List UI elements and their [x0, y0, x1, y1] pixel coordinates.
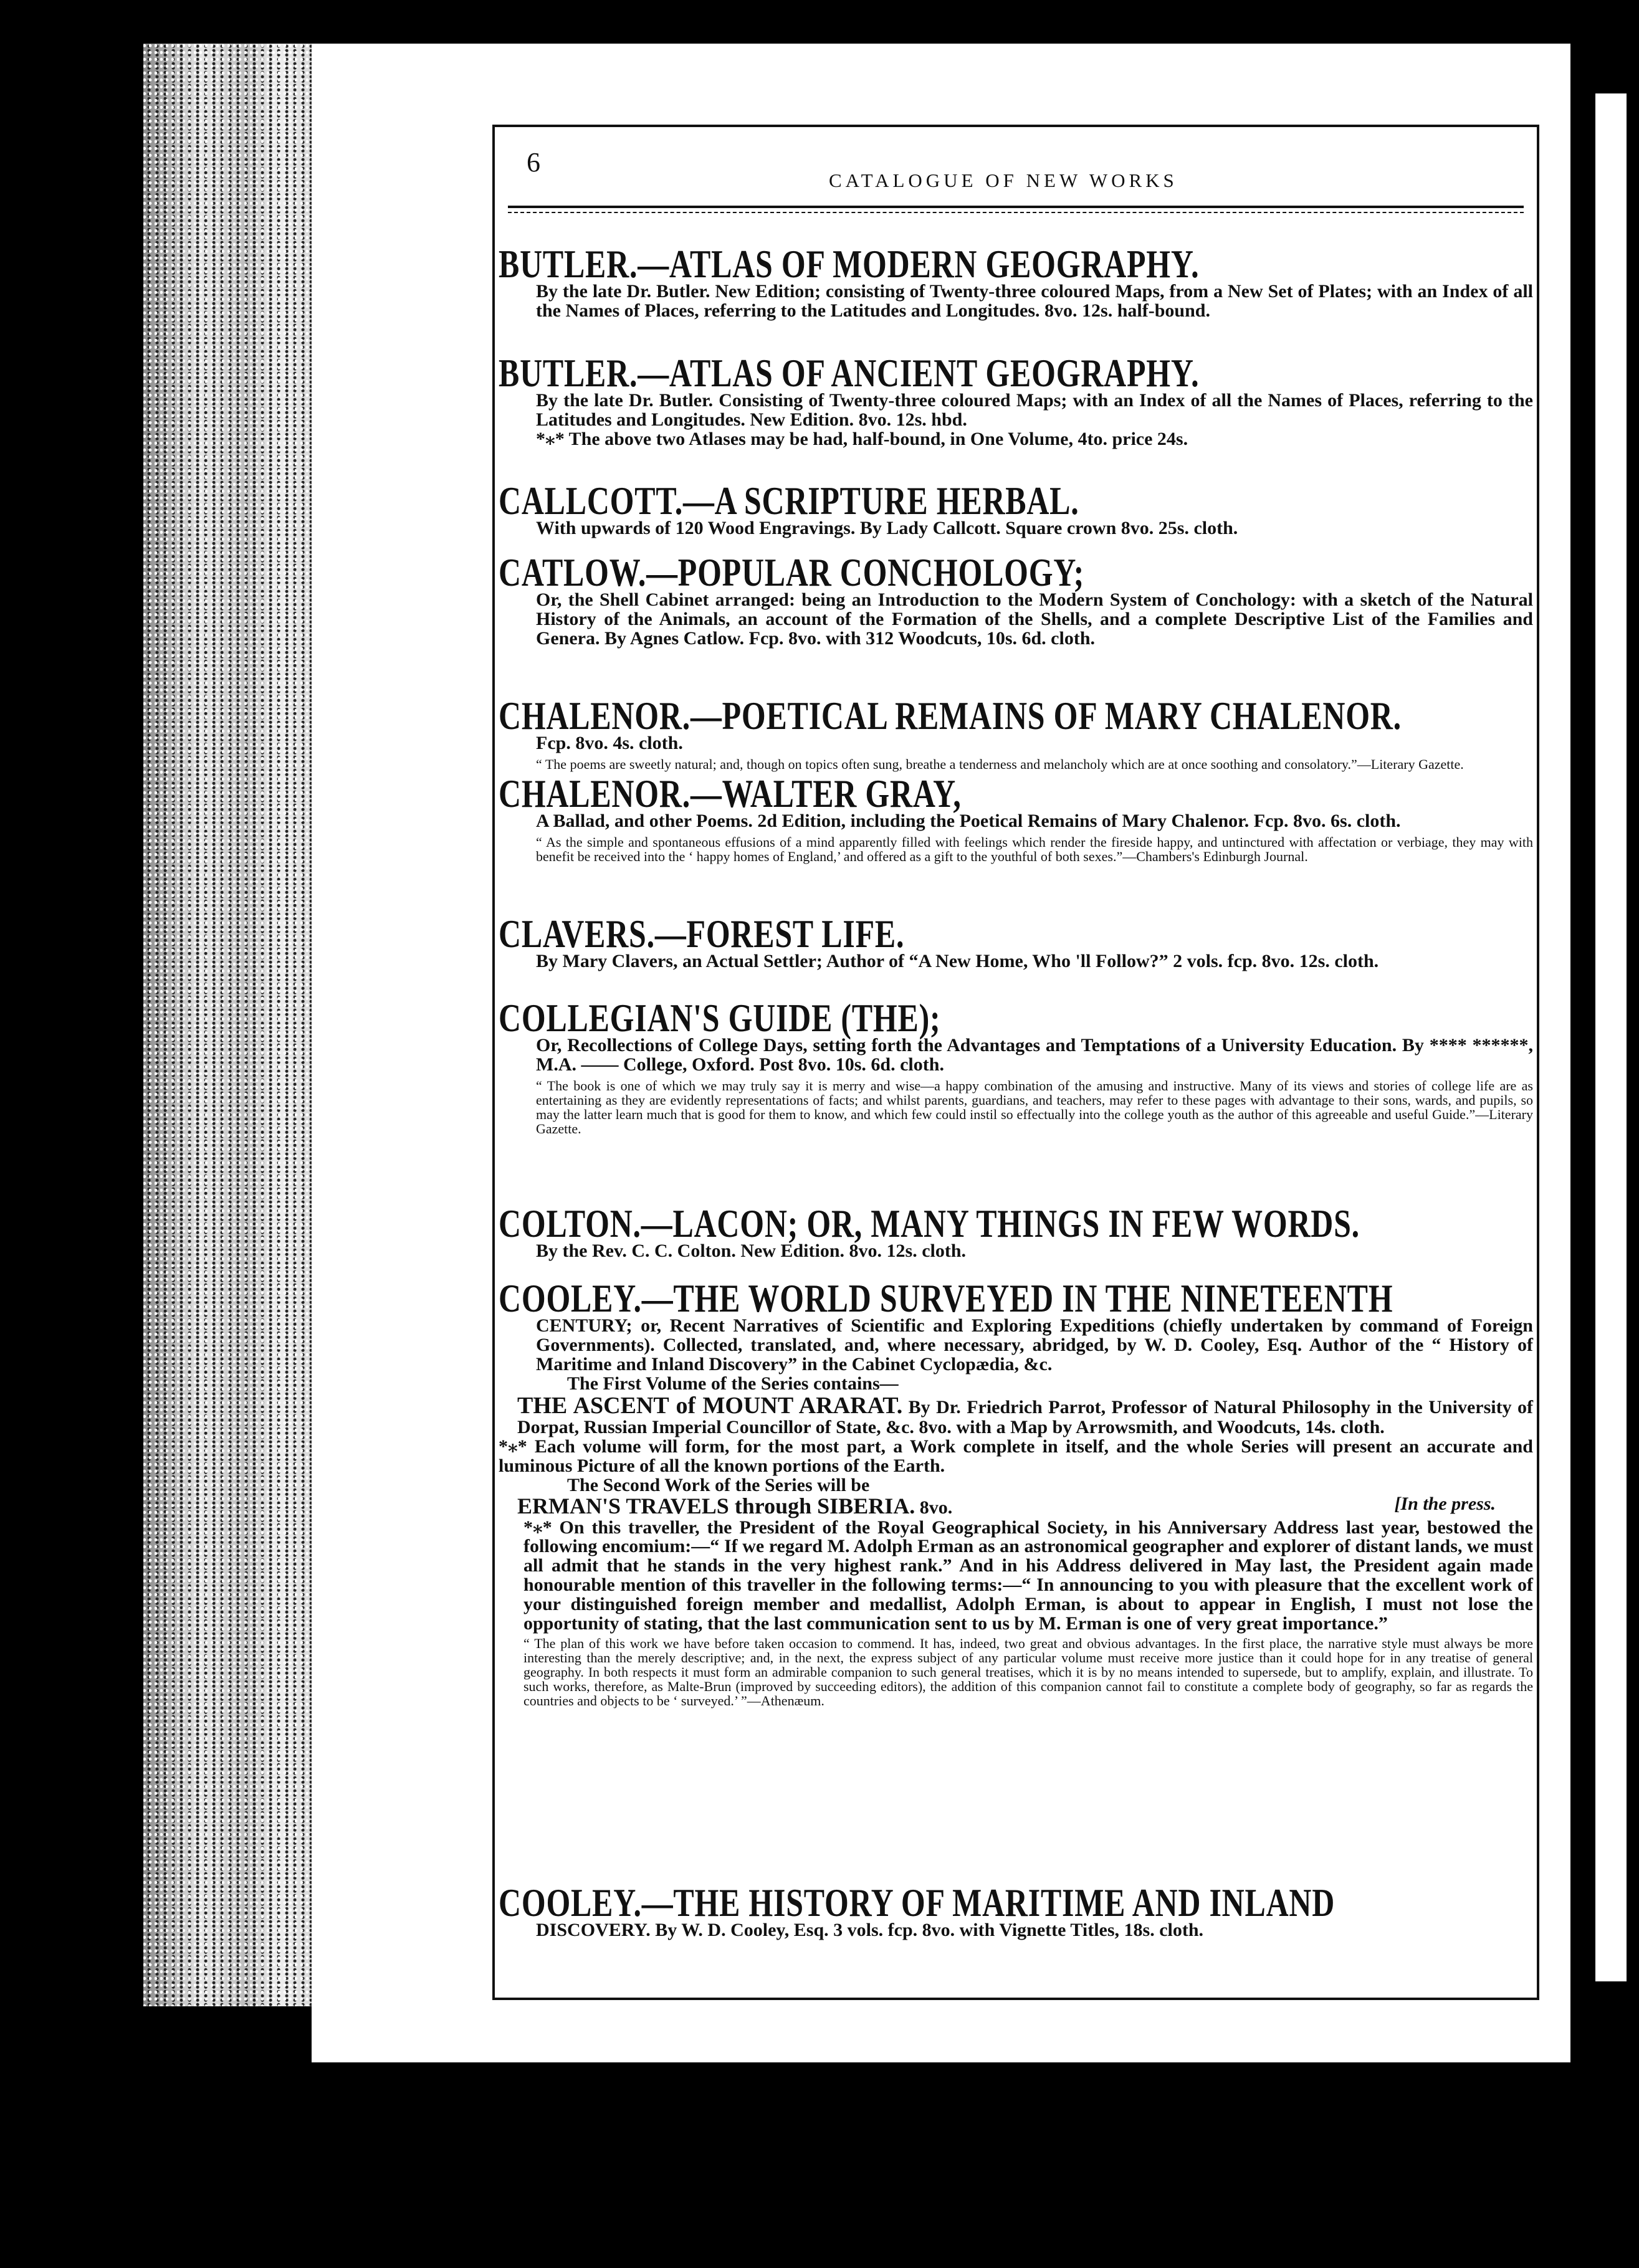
- sub-work-body: By Dr. Friedrich Parrot, Professor of Natural Philosophy in the University of Dorpat, Russian Imperial Councillor of State, &c. 8vo. with a Map by Arrowsmith, and Woodcuts, 14s. cloth.: [517, 1396, 1533, 1437]
- entry-heading: COLLEGIAN'S GUIDE (THE);: [499, 996, 941, 1040]
- erman-title: ERMAN'S TRAVELS through SIBERIA.: [517, 1494, 915, 1519]
- entry-cooley-world-surveyed: [499, 1277, 1533, 1708]
- entry-heading: COOLEY.—THE WORLD SURVEYED IN THE NINETEENTH: [499, 1276, 1393, 1320]
- entry-body: Or, the Shell Cabinet arranged: being an Introduction to the Modern System of Conchology: with a sketch of the Natural History of the Animals, an account of the Formation of the Shells, and a complete Descriptive List of the Families and Genera. By Agnes Catlow. Fcp. 8vo. with 312 Woodcuts, 10s. 6d. cloth.: [536, 589, 1533, 649]
- entry-quote: “ The poems are sweetly natural; and, though on topics often sung, breathe a tenderness and melancholy which are at once soothing and consolatory.”—Literary Gazette.: [536, 756, 1464, 773]
- erman-body: *⁎* On this traveller, the President of the Royal Geographical Society, in his Anniversary Address last year, bestowed the following encomium:—“ If we regard M. Adolph Erman as an astronomical geographer and explorer of distant lands, we must all admit that he stands in the very highest rank.” And in his Address delivered in May last, the President again made honourable mention of this traveller in the following terms:—“ In announcing to you with pleasure that the excellent work of your distinguished foreign member and medallist, Adolph Erman, is about to appear in English, I must not lose the opportunity of stating, that the last communication sent to us by M. Erman is one of very great importance.”: [523, 1517, 1533, 1634]
- entry-body: A Ballad, and other Poems. 2d Edition, including the Poetical Remains of Mary Chalenor. Fcp. 8vo. 6s. cloth.: [536, 811, 1401, 832]
- catalogue-entries: [499, 224, 1533, 1994]
- entry-collegians-guide: [499, 997, 1533, 1136]
- entry-body: With upwards of 120 Wood Engravings. By Lady Callcott. Square crown 8vo. 25s. cloth.: [536, 518, 1238, 539]
- entry-colton: [499, 1203, 1533, 1261]
- entry-butler-modern: [499, 243, 1533, 321]
- erman-format: 8vo.: [919, 1497, 953, 1518]
- series-note: *⁎* Each volume will form, for the most part, a Work complete in itself, and the whole Series will present an accurate and luminous Picture of all the known portions of the Earth.: [499, 1436, 1533, 1476]
- entry-heading: CALLCOTT.—A SCRIPTURE HERBAL.: [499, 479, 1079, 523]
- entry-heading: CLAVERS.—FOREST LIFE.: [499, 912, 905, 956]
- entry-body: By the late Dr. Butler. New Edition; consisting of Twenty-three coloured Maps, from a New Set of Plates; with an Index of all the Names of Places, referring to the Latitudes and Longitudes. 8vo. 12s. half-bound.: [536, 281, 1533, 322]
- entry-body: By the Rev. C. C. Colton. New Edition. 8vo. 12s. cloth.: [536, 1241, 967, 1262]
- entry-note: *⁎* The above two Atlases may be had, half-bound, in One Volume, 4to. price 24s.: [536, 428, 1188, 449]
- book-page-edges: [143, 44, 312, 2006]
- entry-cooley-history: [499, 1882, 1533, 1940]
- entry-catlow: [499, 551, 1533, 649]
- entry-heading: COOLEY.—THE HISTORY OF MARITIME AND INLAND: [499, 1880, 1336, 1925]
- entry-body: DISCOVERY. By W. D. Cooley, Esq. 3 vols. fcp. 8vo. with Vignette Titles, 18s. cloth.: [536, 1920, 1204, 1941]
- entry-heading: CATLOW.—POPULAR CONCHOLOGY;: [499, 550, 1085, 594]
- entry-body: By the late Dr. Butler. Consisting of Twenty-three coloured Maps; with an Index of all the Names of Places, referring to the Latitudes and Longitudes. New Edition. 8vo. 12s. hbd.: [536, 390, 1533, 431]
- entry-quote: “ The book is one of which we may truly say it is merry and wise—a happy combination of the amusing and instructive. Many of its views and stories of college life are as entertaining as they are evidently representations of facts; and whilst parents, guardians, and teachers, may refer to these pages with advantage to their sons, wards, and pupils, so may the latter learn much that is good for them to know, and which few could instil so effectually into the college youth as the author of this agreeable and useful Guide.”—Literary Gazette.: [536, 1077, 1533, 1137]
- entry-quote: “ The plan of this work we have before taken occasion to commend. It has, indeed, two great and obvious advantages. In the first place, the narrative style must always be more interesting than the merely descriptive; and, in the next, the express subject of any particular volume must receive more justice than it could hope for in any treatise of general geography. In both respects it must form an admirable companion to such general treatises, which it is by no means intended to supersede, but to amplify, explain, and illustrate. To such works, therefore, as Malte-Brun (improved by succeeding editors), the addition of this companion cannot fail to constitute a complete body of geography, so far as regards the countries and objects to be ‘ surveyed.’ ”—Athenæum.: [523, 1635, 1533, 1709]
- sub-work-title: THE ASCENT of MOUNT ARARAT.: [517, 1392, 903, 1419]
- entry-butler-ancient: [499, 352, 1533, 449]
- entry-heading: BUTLER.—ATLAS OF ANCIENT GEOGRAPHY.: [499, 351, 1200, 395]
- entry-heading: CHALENOR.—POETICAL REMAINS OF MARY CHALENOR.: [499, 693, 1402, 738]
- entry-body: By Mary Clavers, an Actual Settler; Author of “A New Home, Who 'll Follow?” 2 vols. fcp. 8vo. 12s. cloth.: [536, 951, 1379, 972]
- series-second: The Second Work of the Series will be: [567, 1474, 870, 1495]
- entry-clavers: [499, 913, 1533, 971]
- page-number: 6: [527, 147, 540, 178]
- entry-body: CENTURY; or, Recent Narratives of Scientific and Exploring Expeditions (chiefly undertaken by command of Foreign Governments). Collected, translated, and, where necessary, abridged, by W. D. Cooley, Esq. Author of the “ History of Maritime and Inland Discovery” in the Cabinet Cyclopædia, &c.: [536, 1315, 1533, 1375]
- entry-body: Or, Recollections of College Days, setting forth the Advantages and Temptations of a University Education. By **** ******, M.A. —— College, Oxford. Post 8vo. 10s. 6d. cloth.: [536, 1035, 1533, 1075]
- running-head: CATALOGUE OF NEW WORKS: [829, 169, 1178, 191]
- entry-heading: COLTON.—LACON; OR, MANY THINGS IN FEW WORDS.: [499, 1201, 1360, 1246]
- adjacent-page-edge: [1595, 93, 1627, 1981]
- entry-callcott: [499, 480, 1533, 538]
- erman-status: [In the press.: [1394, 1494, 1496, 1515]
- entry-chalenor-poetical: [499, 695, 1533, 771]
- series-intro: The First Volume of the Series contains—: [567, 1373, 899, 1394]
- entry-chalenor-walter-gray: [499, 773, 1533, 864]
- header-rule: [508, 206, 1524, 213]
- entry-heading: BUTLER.—ATLAS OF MODERN GEOGRAPHY.: [499, 242, 1200, 286]
- entry-heading: CHALENOR.—WALTER GRAY,: [499, 771, 962, 816]
- entry-body: Fcp. 8vo. 4s. cloth.: [536, 733, 683, 754]
- entry-quote: “ As the simple and spontaneous effusions of a mind apparently filled with feelings which render the fireside happy, and untinctured with affectation or verbiage, they may with benefit be received into the ‘ happy homes of England,’ and offered as a gift to the youthful of both sexes.”—Chambers's Edinburgh Journal.: [536, 834, 1533, 865]
